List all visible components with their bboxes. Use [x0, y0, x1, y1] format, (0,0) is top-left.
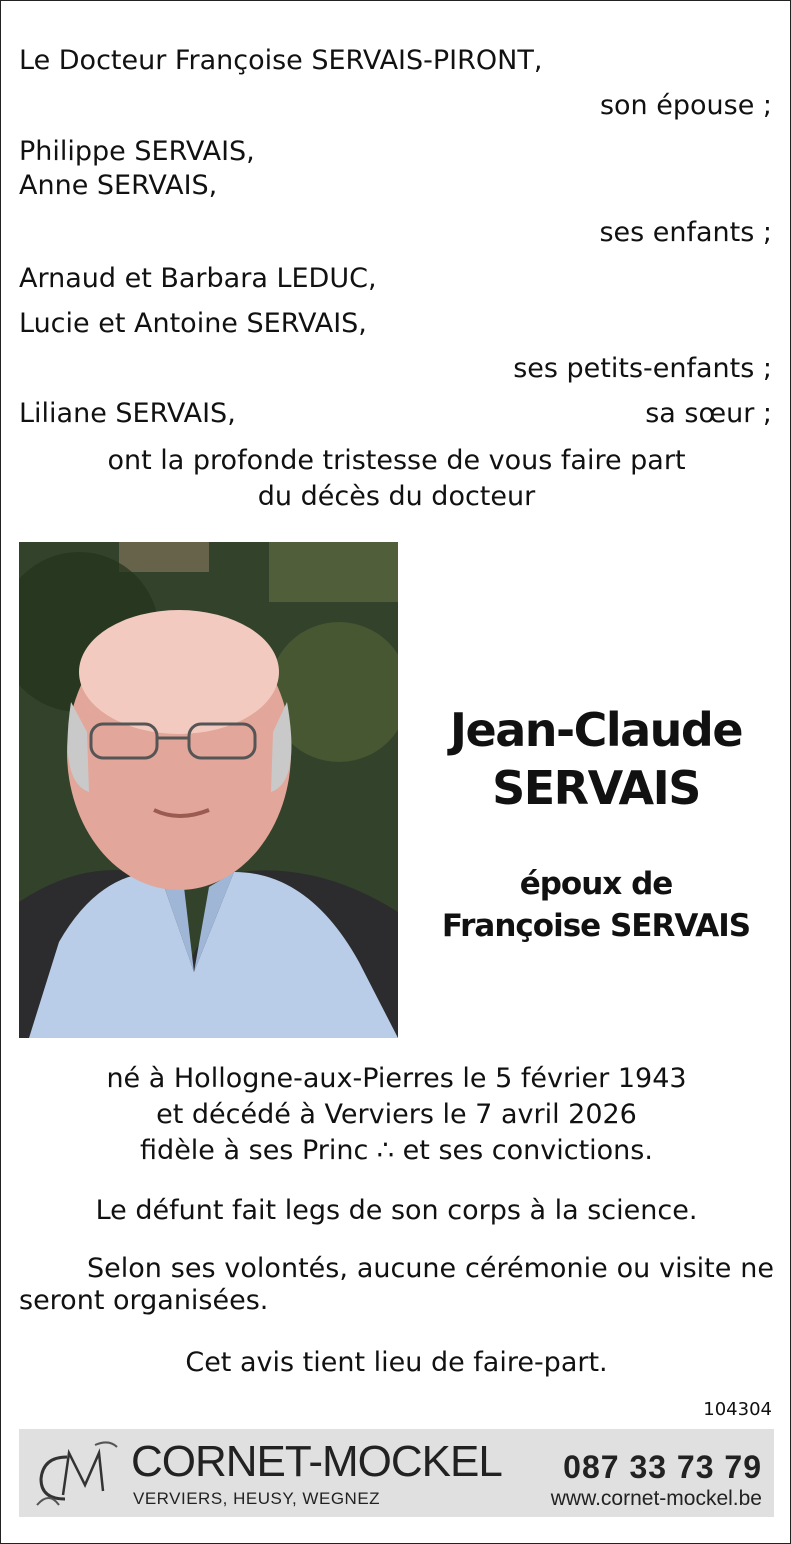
grandchildren-name: Arnaud et Barbara LEDUC,	[19, 263, 377, 294]
funeral-home-phone: 087 33 73 79	[563, 1449, 762, 1485]
birth-line: né à Hollogne-aux-Pierres le 5 février 1943	[106, 1063, 687, 1094]
legacy-line: Le défunt fait legs de son corps à la science.	[95, 1195, 698, 1226]
wishes-paragraph: Selon ses volontés, aucune cérémonie ou visite ne seront organisées.	[19, 1253, 774, 1316]
portrait-photo-illustration	[19, 542, 398, 1038]
child-name: Anne SERVAIS,	[19, 170, 218, 201]
spouse-block	[411, 863, 781, 947]
death-line: et décédé à Verviers le 7 avril 2026	[156, 1099, 637, 1130]
funeral-home-banner	[19, 1429, 774, 1517]
deceased-last-name: SERVAIS	[492, 761, 700, 815]
intro-line: ont la profonde tristesse de vous faire part	[107, 445, 686, 476]
funeral-home-logo	[29, 1435, 119, 1511]
reference-number: 104304	[703, 1399, 772, 1420]
spouse-name: Françoise SERVAIS	[441, 908, 751, 944]
funeral-home-towns: VERVIERS, HEUSY, WEGNEZ	[133, 1489, 381, 1508]
cm-logo-icon	[29, 1435, 119, 1511]
funeral-home-website: www.cornet-mockel.be	[550, 1487, 762, 1510]
grandchildren-name: Lucie et Antoine SERVAIS,	[19, 308, 367, 339]
spouse-label: époux de	[519, 866, 673, 902]
portrait-photo	[19, 542, 398, 1038]
widow-role: son épouse ;	[599, 90, 772, 121]
notice-line: Cet avis tient lieu de faire-part.	[185, 1347, 608, 1378]
child-name: Philippe SERVAIS,	[19, 136, 255, 167]
intro-line: du décès du docteur	[257, 481, 536, 512]
funeral-home-name: CORNET-MOCKEL	[131, 1437, 502, 1486]
convictions-line: fidèle à ses Princ ∴ et ses convictions.	[140, 1135, 653, 1166]
sister-role: sa sœur ;	[645, 398, 772, 429]
deceased-first-name: Jean-Claude	[449, 703, 743, 757]
widow-name: Le Docteur Françoise SERVAIS-PIRONT,	[19, 45, 543, 76]
deceased-name-block	[411, 701, 781, 817]
sister-name: Liliane SERVAIS,	[19, 398, 236, 429]
grandchildren-role: ses petits-enfants ;	[513, 353, 772, 384]
children-role: ses enfants ;	[599, 217, 772, 248]
